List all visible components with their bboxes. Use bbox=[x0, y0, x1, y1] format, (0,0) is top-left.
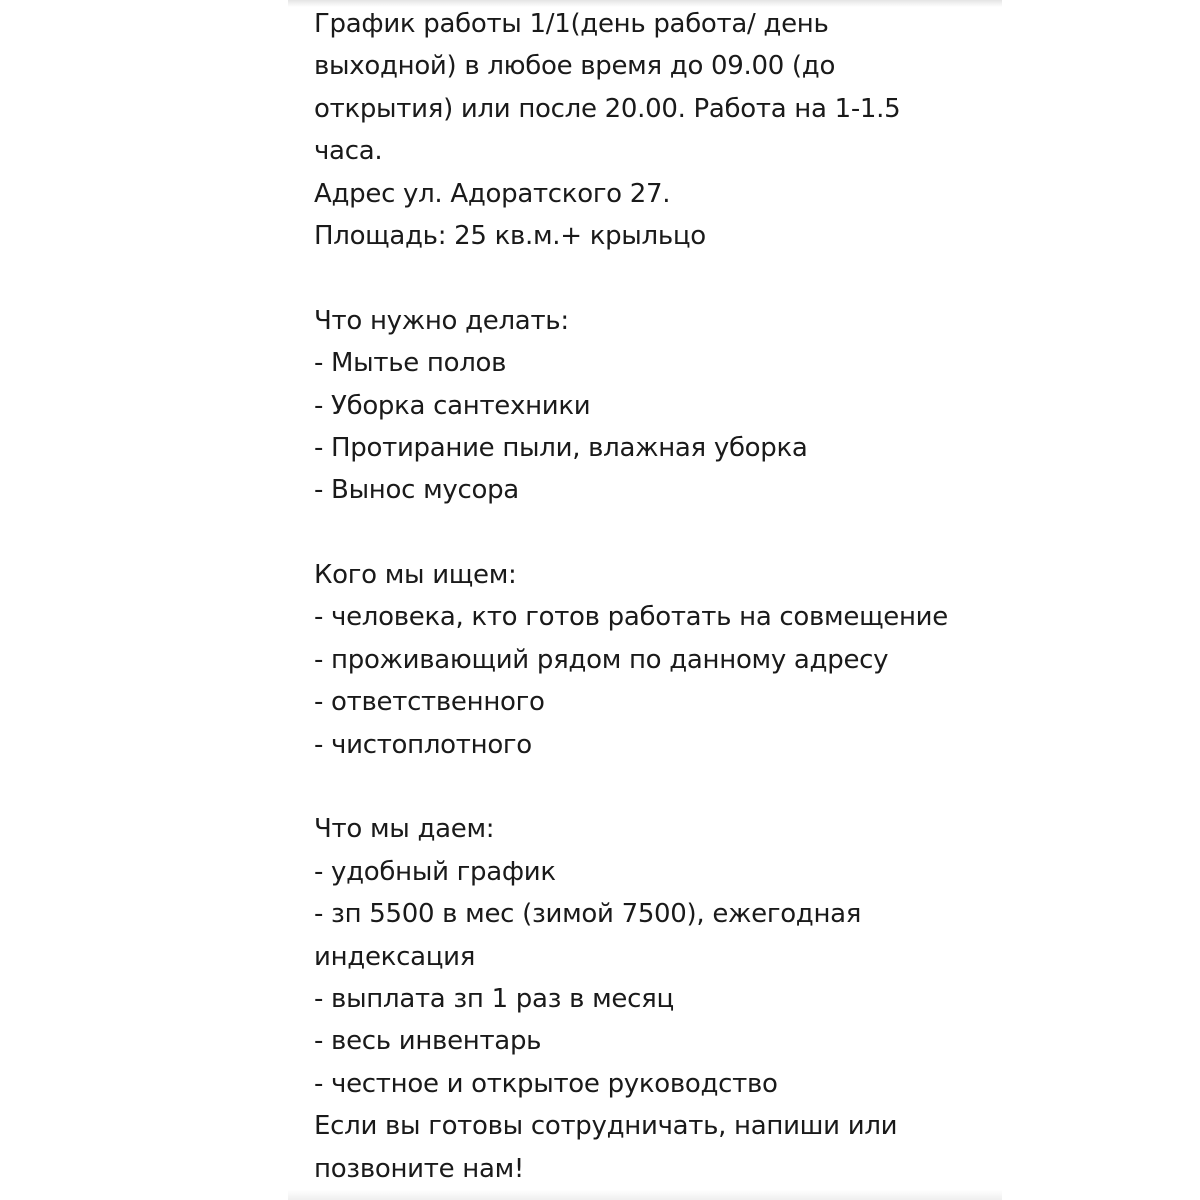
requirement-item: - ответственного bbox=[314, 687, 545, 718]
paragraph-gap bbox=[314, 512, 974, 554]
offer-item: - зп 5500 в мес (зимой 7500), ежегодная bbox=[314, 899, 862, 930]
duties-heading: Что нужно делать: bbox=[314, 305, 569, 336]
schedule-line-4: часа. bbox=[314, 136, 383, 167]
paragraph-gap bbox=[314, 766, 974, 808]
bottom-edge-shadow bbox=[288, 1190, 1002, 1200]
schedule-line-1: График работы 1/1(день работа/ день bbox=[314, 9, 829, 39]
offer-item: - выплата зп 1 раз в месяц bbox=[314, 983, 674, 1014]
job-post-text bbox=[314, 3, 974, 1190]
offer-item: - честное и открытое руководство bbox=[314, 1068, 778, 1099]
offer-heading: Что мы даем: bbox=[314, 814, 495, 845]
requirements-heading: Кого мы ищем: bbox=[314, 560, 517, 591]
duty-item: - Уборка сантехники bbox=[314, 390, 591, 421]
requirement-item: - чистоплотного bbox=[314, 729, 532, 760]
requirement-item: - проживающий рядом по данному адресу bbox=[314, 644, 889, 675]
duty-item: - Вынос мусора bbox=[314, 475, 519, 506]
duty-item: - Протирание пыли, влажная уборка bbox=[314, 432, 808, 463]
offer-item: индексация bbox=[314, 941, 476, 972]
address-line: Адрес ул. Адоратского 27. bbox=[314, 178, 671, 209]
requirement-item: - человека, кто готов работать на совмещение bbox=[314, 602, 948, 633]
closing-line-2: позвоните нам! bbox=[314, 1153, 525, 1184]
offer-item: - удобный график bbox=[314, 856, 556, 887]
closing-line-1: Если вы готовы сотрудничать, напиши или bbox=[314, 1111, 898, 1142]
schedule-line-2: выходной) в любое время до 09.00 (до bbox=[314, 51, 836, 82]
schedule-line-3: открытия) или после 20.00. Работа на 1-1.5 bbox=[314, 93, 901, 124]
paragraph-gap bbox=[314, 257, 974, 299]
area-line: Площадь: 25 кв.м.+ крыльцо bbox=[314, 220, 706, 251]
offer-item: - весь инвентарь bbox=[314, 1026, 542, 1057]
duty-item: - Мытье полов bbox=[314, 348, 507, 379]
